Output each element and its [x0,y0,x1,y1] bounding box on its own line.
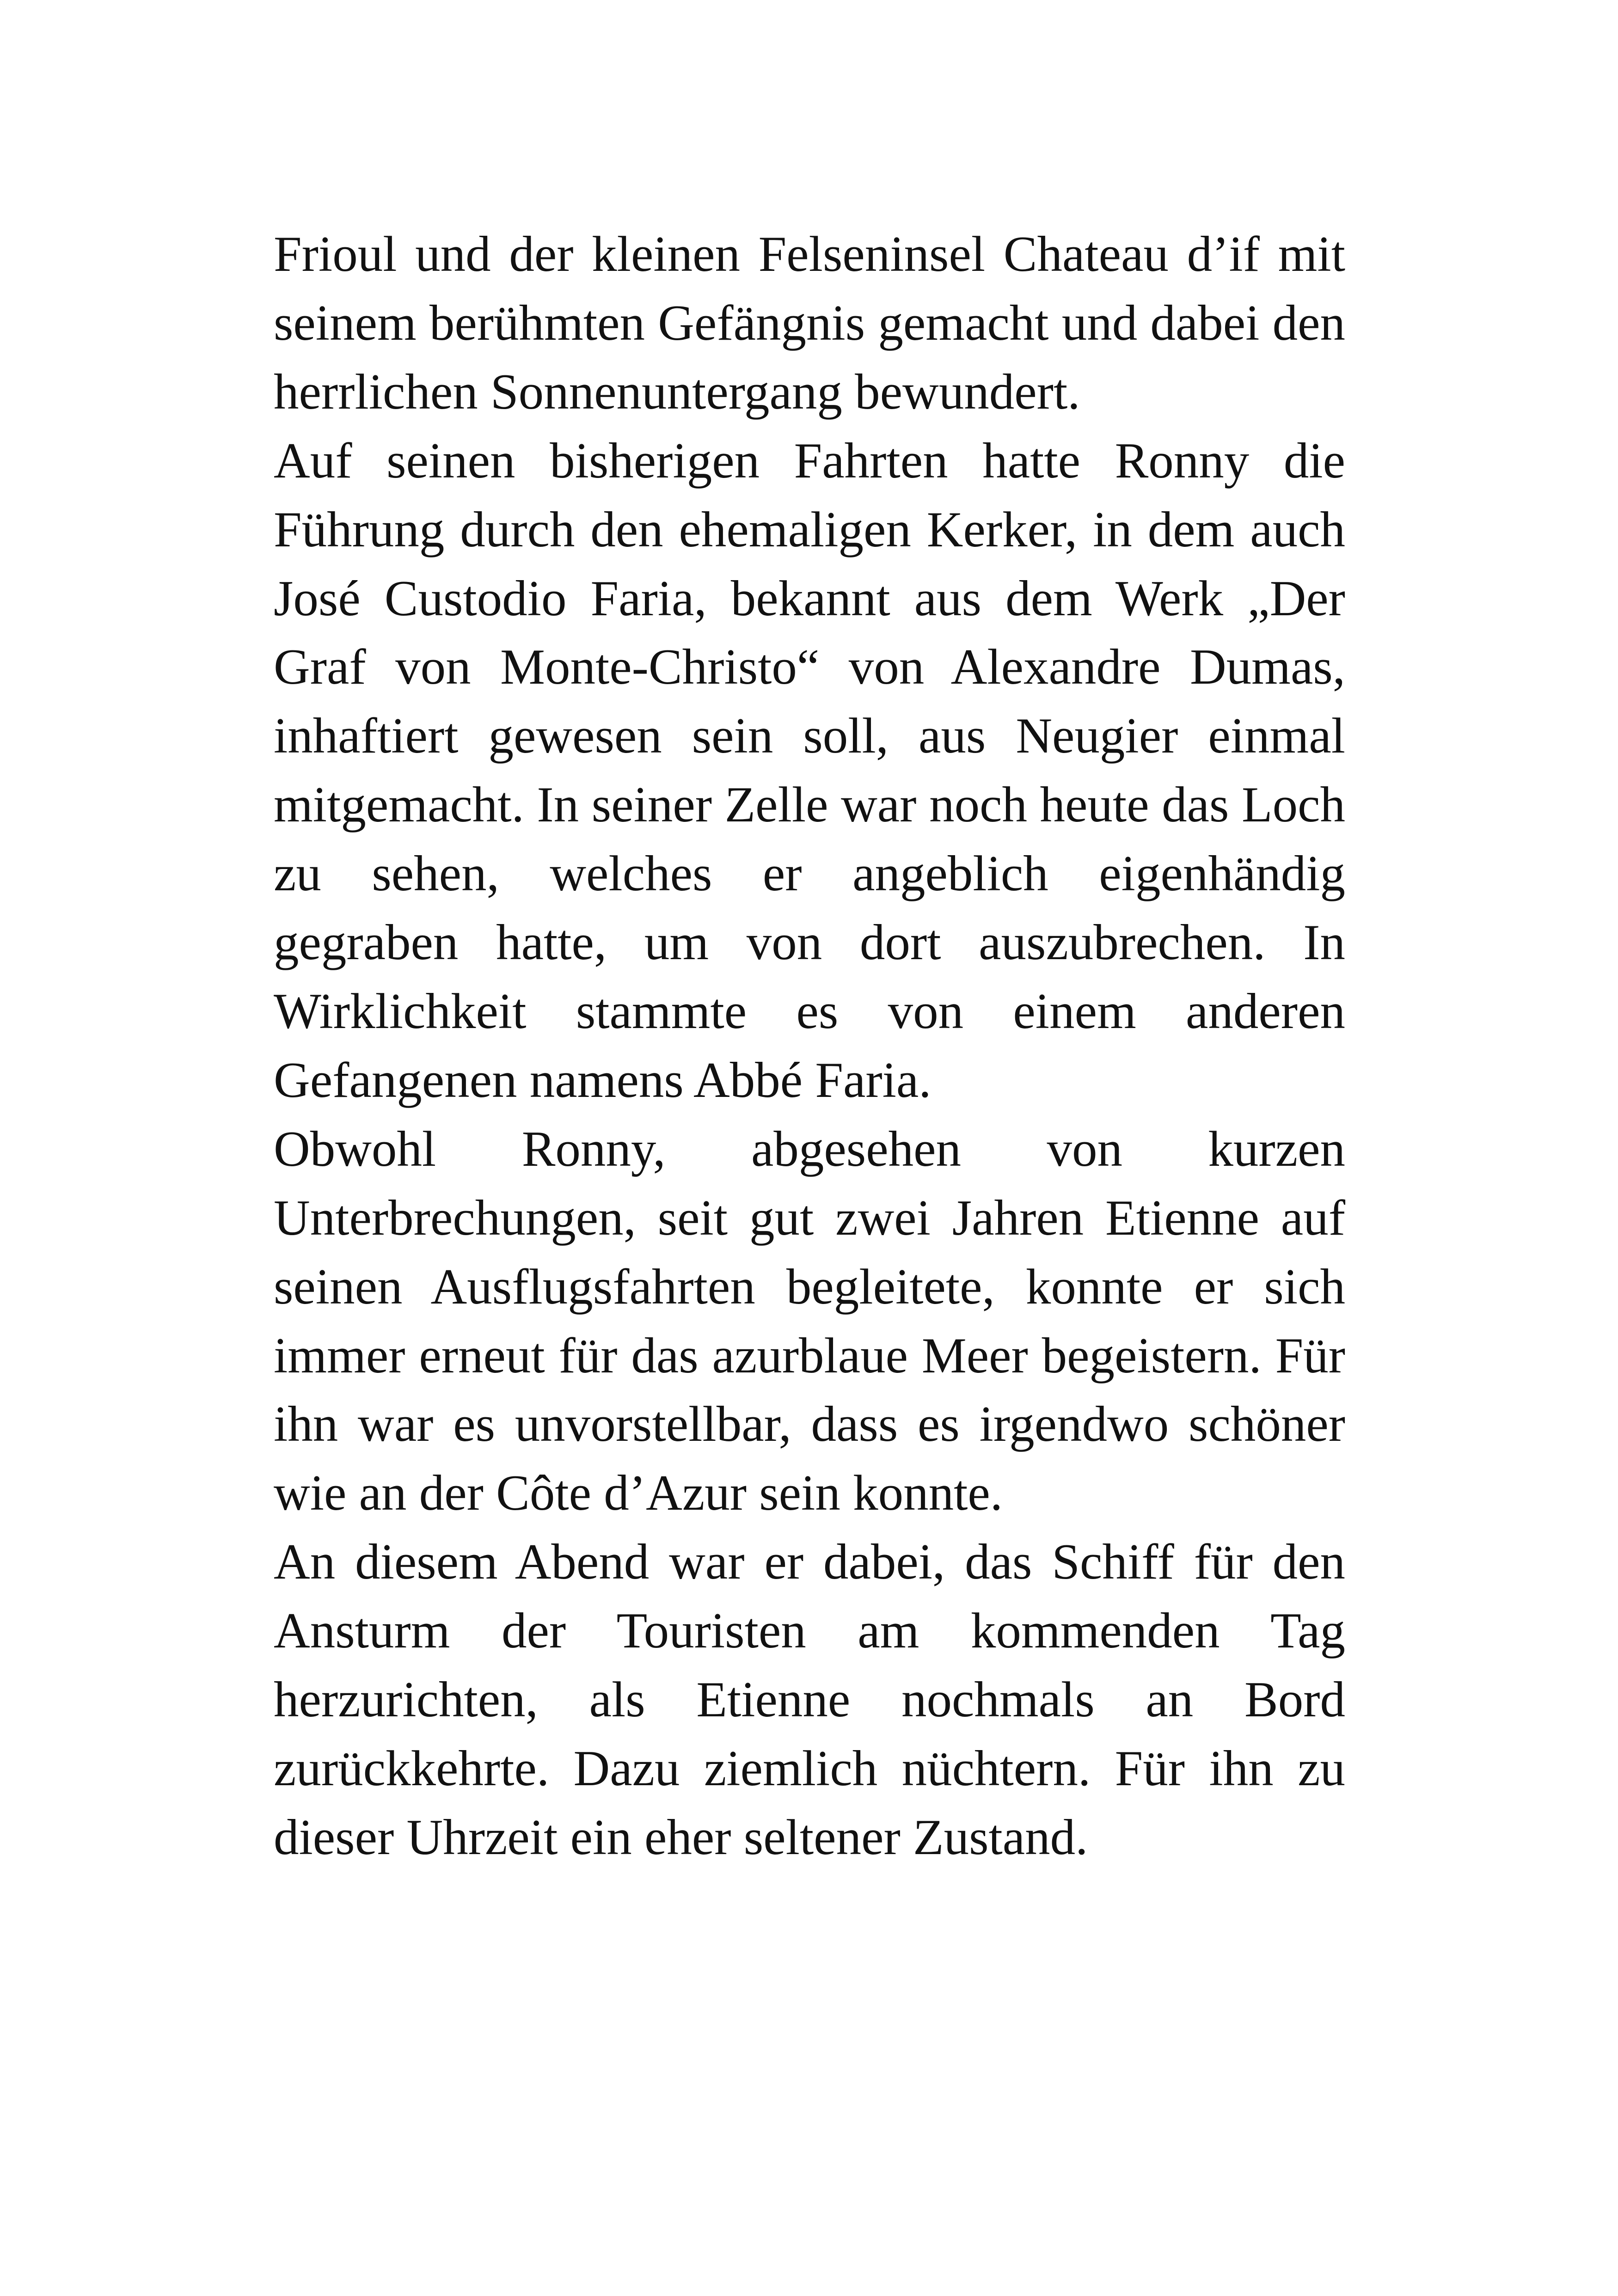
paragraph: Frioul und der kleinen Felseninsel Chateau d’if mit seinem berühmten Gefängnis gemacht und dabei den herrlichen Sonnenuntergang bewundert. [274,226,1345,420]
paragraph: Obwohl Ronny, abgesehen von kurzen Unterbrechungen, seit gut zwei Jahren Etienne auf seinen Ausflugsfahrten begleitete, konnte er sich immer erneut für das azurblaue Meer begeistern. Für ihn war es unvorstellbar, dass es irgendwo schöner wie an der Côte d’Azur sein konnte. [274,1120,1345,1521]
body-text [274,220,1345,1872]
paragraph: An diesem Abend war er dabei, das Schiff für den Ansturm der Touristen am kommenden Tag herzurichten, als Etienne nochmals an Bord zurückkehrte. Dazu ziemlich nüchtern. Für ihn zu dieser Uhrzeit ein eher seltener Zustand. [274,1534,1345,1865]
paragraph: Auf seinen bisherigen Fahrten hatte Ronny die Führung durch den ehemaligen Kerker, in dem auch José Custodio Faria, bekannt aus dem Werk „Der Graf von Monte-Christo“ von Alexandre Dumas, inhaftiert gewesen sein soll, aus Neugier einmal mitgemacht. In seiner Zelle war noch heute das Loch zu sehen, welches er angeblich eigenhändig gegraben hatte, um von dort auszubrechen. In Wirklichkeit stammte es von einem anderen Gefangenen namens Abbé Faria. [274,432,1345,1108]
